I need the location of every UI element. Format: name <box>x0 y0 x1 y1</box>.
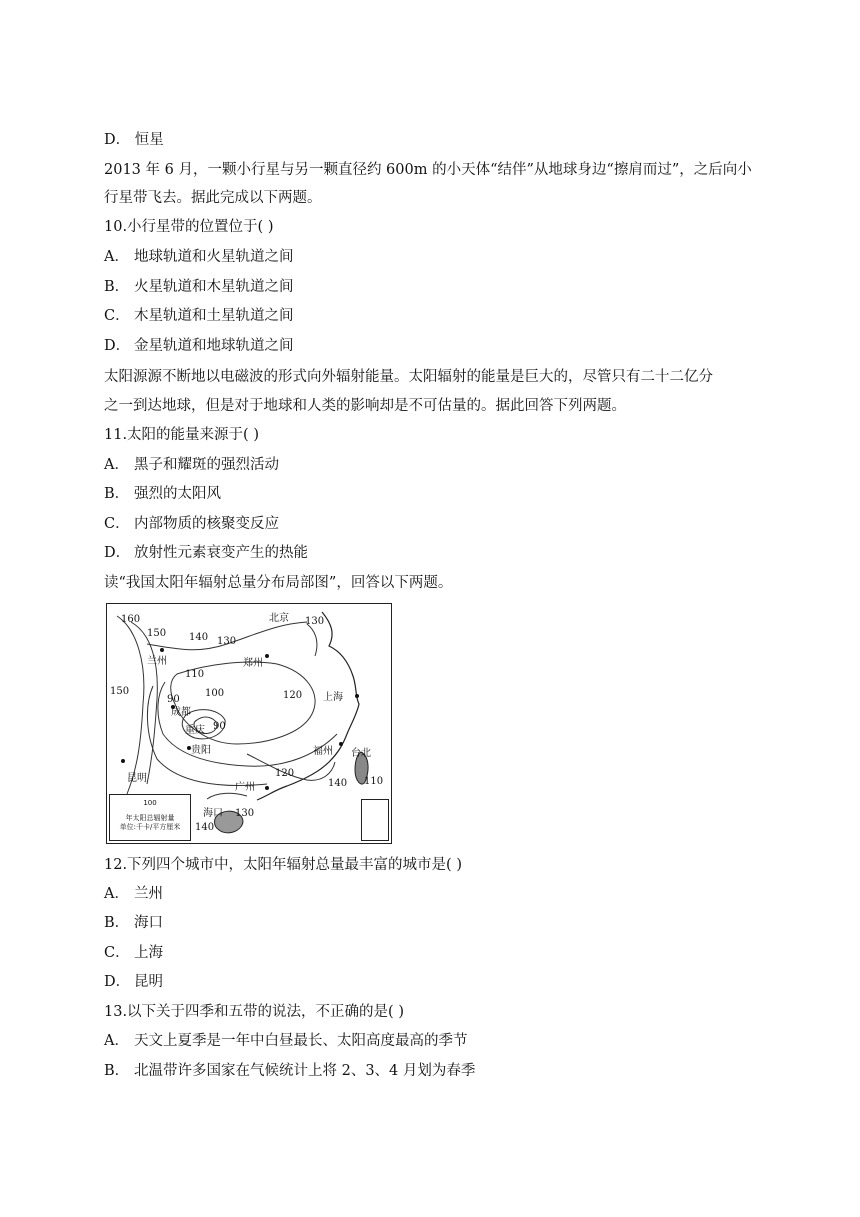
map-legend <box>109 794 191 841</box>
option-text: 放射性元素衰变产生的热能 <box>134 545 308 561</box>
question-13: 13.以下关于四季和五带的说法，不正确的是( ) <box>104 1004 404 1020</box>
solar-radiation-map <box>106 603 392 844</box>
isoline <box>147 686 267 786</box>
isoline-value: 110 <box>364 776 384 787</box>
isoline-value: 140 <box>189 632 209 643</box>
city-dot <box>160 648 164 652</box>
passage-asteroid-line1: 2013 年 6 月，一颗小行星与另一颗直径约 600m 的小天体“结伴”从地球身边“擦肩而过”，之后向小 <box>104 162 752 178</box>
option-letter: A． <box>104 886 129 902</box>
city-dot <box>121 759 125 763</box>
city-label-guangzhou: 广州 <box>235 782 255 793</box>
option-letter: B． <box>104 1063 130 1079</box>
q12-option-b <box>104 913 163 933</box>
isoline <box>117 616 144 794</box>
option-letter: C． <box>104 308 130 324</box>
city-label-kunming: 昆明 <box>127 773 147 784</box>
isoline-value: 100 <box>205 688 225 699</box>
isoline-value: 90 <box>213 721 226 732</box>
isoline-value: 90 <box>167 694 180 705</box>
city-dot <box>339 742 343 746</box>
isoline-value: 150 <box>110 686 130 697</box>
city-dot <box>265 654 269 658</box>
option-letter: C． <box>104 945 130 961</box>
city-label-beijing: 北京 <box>269 613 289 624</box>
isoline-value: 130 <box>217 636 237 647</box>
option-text: 地球轨道和火星轨道之间 <box>134 249 294 265</box>
option-letter: B． <box>104 915 130 931</box>
legend-title: 年太阳总辐射量 <box>125 814 175 822</box>
isoline-value: 110 <box>185 669 205 680</box>
option-text: 昆明 <box>134 974 163 990</box>
option-text: 强烈的太阳风 <box>134 486 221 502</box>
city-label-chengdu: 成都 <box>171 707 191 718</box>
legend-sample-value: 100 <box>143 799 157 807</box>
city-label-haikou: 海口 <box>203 808 223 819</box>
option-letter: A． <box>104 457 129 473</box>
south-china-sea-inset <box>361 799 389 841</box>
option-letter: D． <box>104 545 131 561</box>
passage-solar-line1: 太阳源源不断地以电磁波的形式向外辐射能量。太阳辐射的能量是巨大的，尽管只有二十二亿分 <box>104 369 713 385</box>
city-label-shanghai: 上海 <box>323 692 343 703</box>
q11-option-b <box>104 484 221 504</box>
question-12: 12.下列四个城市中，太阳年辐射总量最丰富的城市是( ) <box>104 857 462 873</box>
passage-solar-line2: 之一到达地球，但是对于地球和人类的影响却是不可估量的。据此回答下列两题。 <box>104 398 626 414</box>
option-text: 火星轨道和木星轨道之间 <box>134 279 294 295</box>
q11-option-c <box>104 514 279 534</box>
option-letter: C． <box>104 516 130 532</box>
option-letter: B． <box>104 279 130 295</box>
q10-option-b <box>104 277 294 297</box>
option-letter: D． <box>104 338 131 354</box>
q11-option-d <box>104 543 308 563</box>
isoline-value: 140 <box>328 778 348 789</box>
option-text: 天文上夏季是一年中白昼最长、太阳高度最高的季节 <box>134 1033 468 1049</box>
option-text: 黑子和耀斑的强烈活动 <box>134 457 279 473</box>
question-11: 11.太阳的能量来源于( ) <box>104 427 259 443</box>
option-text: 木星轨道和土星轨道之间 <box>134 308 294 324</box>
map-intro: 读“我国太阳年辐射总量分布局部图”，回答以下两题。 <box>104 575 453 591</box>
isoline <box>307 624 317 656</box>
passage-asteroid-line2: 行星带飞去。据此完成以下两题。 <box>104 190 322 206</box>
q11-option-a <box>104 455 279 475</box>
option-d-star: D． 恒星 <box>104 132 164 148</box>
q13-option-a <box>104 1031 468 1051</box>
option-text: 北温带许多国家在气候统计上将 2、3、4 月划为春季 <box>134 1063 476 1079</box>
isoline-value: 160 <box>121 614 141 625</box>
q10-option-d <box>104 336 294 356</box>
q10-option-a <box>104 247 294 267</box>
question-10: 10.小行星带的位置位于( ) <box>104 219 274 235</box>
city-label-zhengzhou: 郑州 <box>243 658 263 669</box>
option-letter: A． <box>104 1033 129 1049</box>
q12-option-c <box>104 943 163 963</box>
isoline-value: 150 <box>147 628 167 639</box>
option-letter: B． <box>104 486 130 502</box>
option-text: 内部物质的核聚变反应 <box>134 516 279 532</box>
q12-option-a <box>104 884 163 904</box>
option-letter: D． <box>104 974 131 990</box>
option-letter: A． <box>104 249 129 265</box>
city-label-lanzhou: 兰州 <box>147 656 167 667</box>
isoline <box>131 622 157 784</box>
city-label-taibei: 台北 <box>351 748 371 759</box>
legend-unit: 单位:千卡/平方厘米 <box>119 823 181 831</box>
option-text: 金星轨道和地球轨道之间 <box>134 338 294 354</box>
isoline-value: 120 <box>275 768 295 779</box>
option-text: 上海 <box>134 945 163 961</box>
city-label-fuzhou: 福州 <box>313 746 333 757</box>
q12-option-d <box>104 972 163 992</box>
isoline <box>207 793 247 799</box>
option-text: 兰州 <box>134 886 163 902</box>
coastline <box>257 612 359 800</box>
isoline-value: 130 <box>305 616 325 627</box>
city-dot <box>265 786 269 790</box>
isoline-value: 120 <box>283 690 303 701</box>
isoline-value: 130 <box>235 808 255 819</box>
q13-option-b <box>104 1061 475 1081</box>
city-dot <box>355 694 359 698</box>
isoline-value: 140 <box>195 822 215 833</box>
city-label-chongqing: 重庆 <box>185 725 205 736</box>
city-label-guiyang: 贵阳 <box>191 745 211 756</box>
q10-option-c <box>104 306 294 326</box>
option-text: 海口 <box>134 915 163 931</box>
